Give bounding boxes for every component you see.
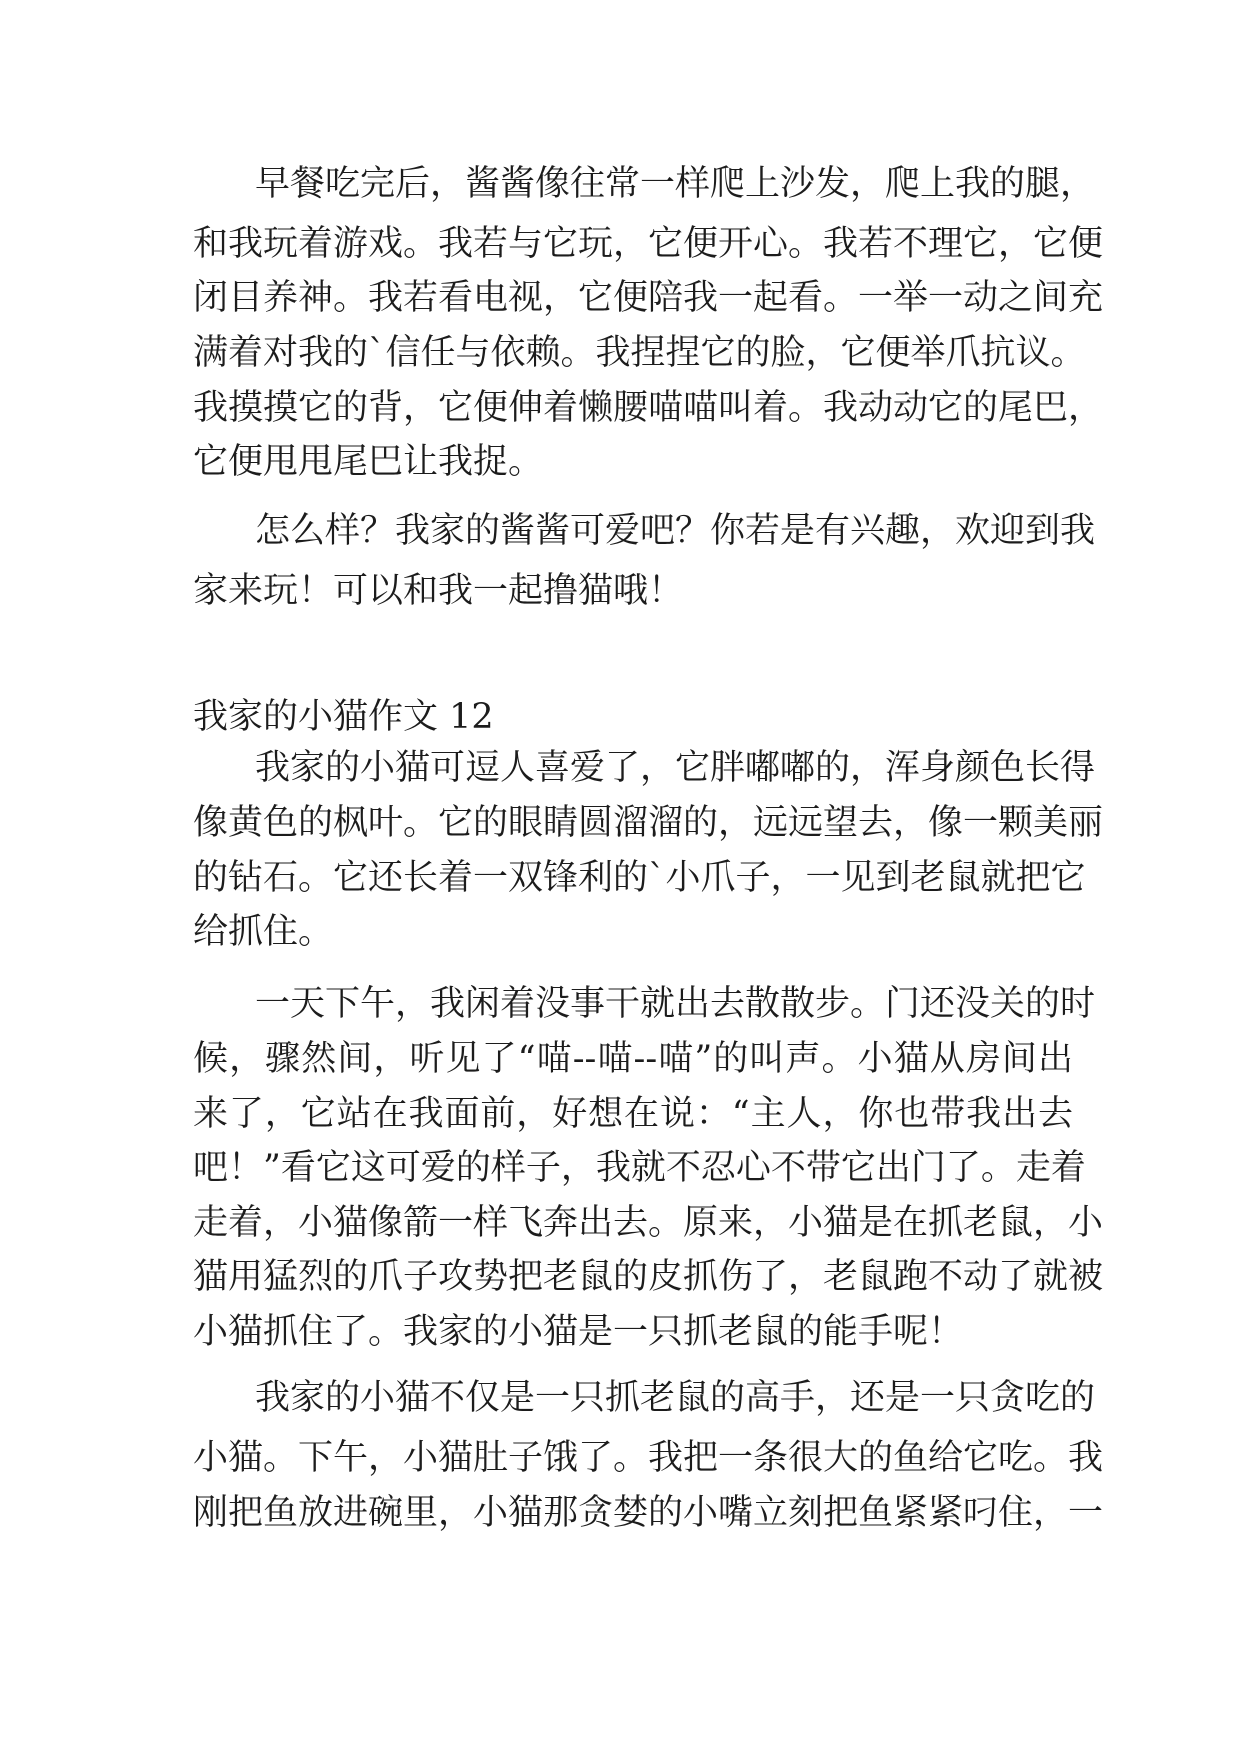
paragraph-line: 刚把鱼放进碗里，小猫那贪婪的小嘴立刻把鱼紧紧叼住，一 xyxy=(193,1493,1104,1533)
paragraph-line: 和我玩着游戏。我若与它玩，它便开心。我若不理它，它便 xyxy=(193,224,1104,264)
paragraph-line: 一天下午，我闲着没事干就出去散散步。门还没关的时 xyxy=(255,984,1096,1024)
paragraph-line: 吧！”看它这可爱的样子，我就不忍心不带它出门了。走着 xyxy=(193,1148,1086,1188)
paragraph-line: 我摸摸它的背，它便伸着懒腰喵喵叫着。我动动它的尾巴， xyxy=(193,388,1104,428)
paragraph-line: 闭目养神。我若看电视，它便陪我一起看。一举一动之间充 xyxy=(193,278,1104,318)
paragraph-line: 家来玩！可以和我一起撸猫哦！ xyxy=(193,571,684,611)
paragraph-line: 候，骤然间，听见了“喵--喵--喵”的叫声。小猫从房间出 xyxy=(193,1039,1073,1079)
paragraph-line: 猫用猛烈的爪子攻势把老鼠的皮抓伤了，老鼠跑不动了就被 xyxy=(193,1257,1104,1297)
section-heading: 我家的小猫作文 12 xyxy=(193,697,494,737)
paragraph-line: 早餐吃完后，酱酱像往常一样爬上沙发，爬上我的腿， xyxy=(255,164,1096,204)
paragraph-line: 走着，小猫像箭一样飞奔出去。原来，小猫是在抓老鼠，小 xyxy=(193,1203,1104,1243)
paragraph-line: 给抓住。 xyxy=(193,912,334,952)
paragraph-line: 小猫。下午，小猫肚子饿了。我把一条很大的鱼给它吃。我 xyxy=(193,1438,1104,1478)
paragraph-line: 的钻石。它还长着一双锋利的`小爪子，一见到老鼠就把它 xyxy=(193,858,1086,898)
paragraph-line: 我家的小猫可逗人喜爱了，它胖嘟嘟的，浑身颜色长得 xyxy=(255,748,1096,788)
paragraph-line: 怎么样？我家的酱酱可爱吧？你若是有兴趣，欢迎到我 xyxy=(255,511,1096,551)
paragraph-line: 我家的小猫不仅是一只抓老鼠的高手，还是一只贪吃的 xyxy=(255,1378,1096,1418)
paragraph-line: 来了，它站在我面前，好想在说：“主人，你也带我出去 xyxy=(193,1094,1073,1134)
paragraph-line: 小猫抓住了。我家的小猫是一只抓老鼠的能手呢！ xyxy=(193,1312,964,1352)
paragraph-line: 它便甩甩尾巴让我捉。 xyxy=(193,442,544,482)
paragraph-line: 像黄色的枫叶。它的眼睛圆溜溜的，远远望去，像一颗美丽 xyxy=(193,803,1104,843)
paragraph-line: 满着对我的`信任与依赖。我捏捏它的脸，它便举爪抗议。 xyxy=(193,333,1086,373)
